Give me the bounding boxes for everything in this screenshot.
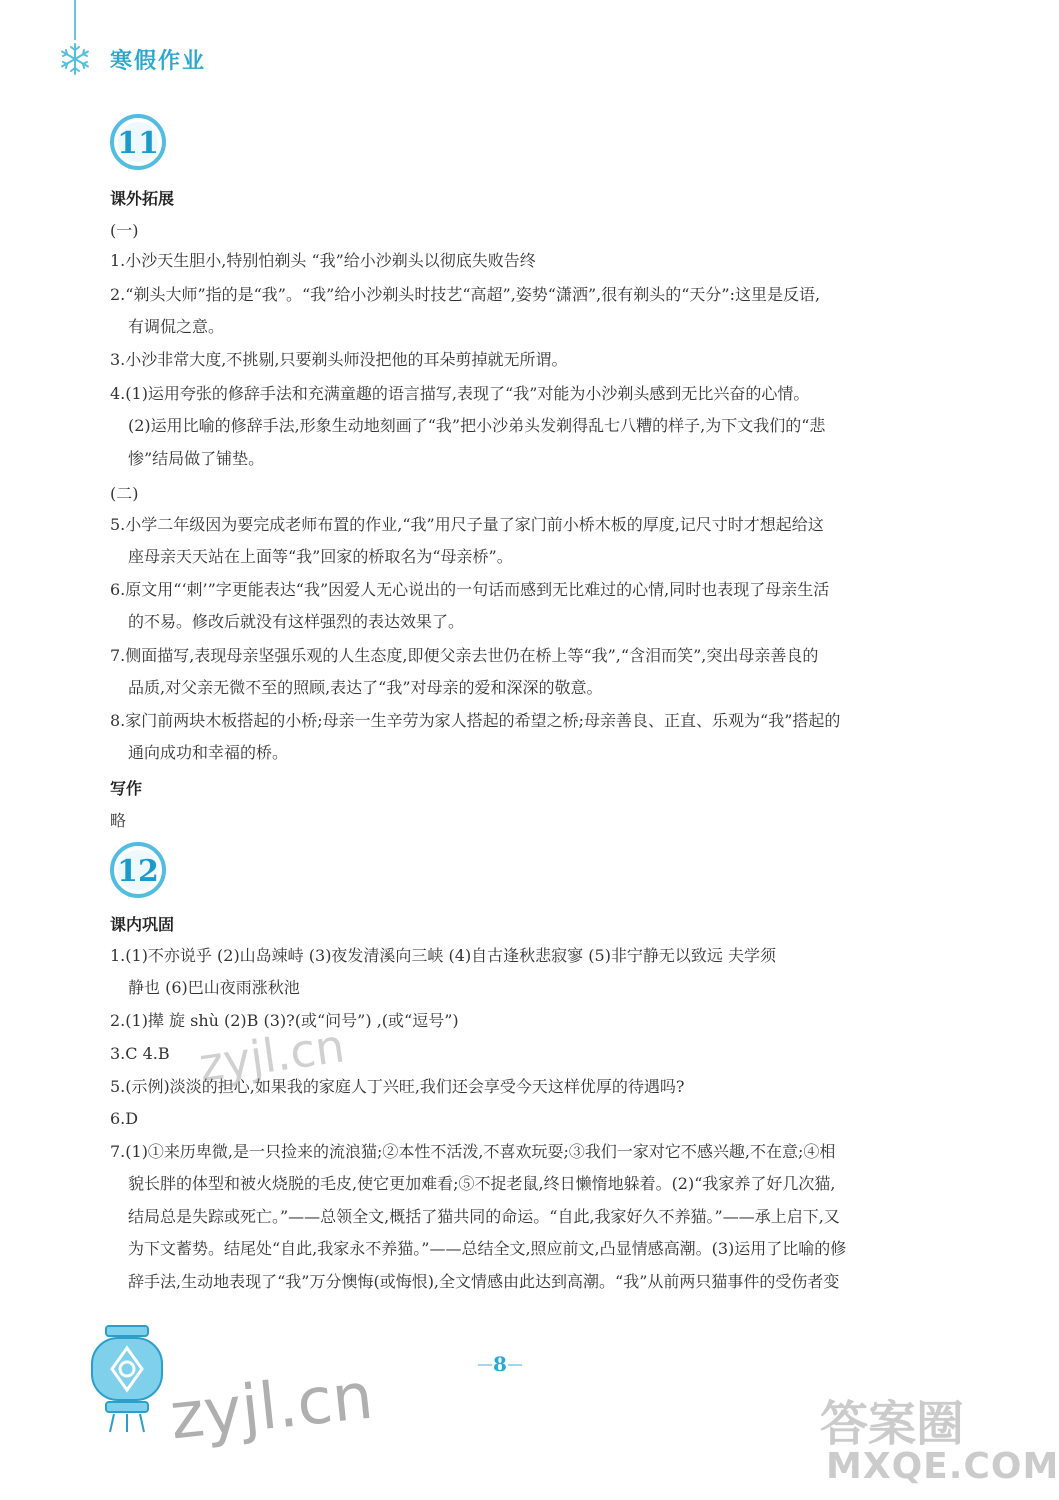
answer-line: 貌长胖的体型和被火烧脱的毛皮,使它更加难看;⑤不捉老鼠,终日懒惰地躲着。(2)“我家养了好几次猫,: [128, 1174, 836, 1193]
watermark-right-top: 答案圈: [820, 1396, 965, 1452]
part-2-label: (二): [110, 484, 139, 503]
answer-line: 4.(1)运用夸张的修辞手法和充满童趣的语言描写,表现了“我”对能为小沙剃头感到无比兴奋的心情。: [110, 384, 810, 403]
answer-line: 2.“剃头大师”指的是“我”。“我”给小沙剃头时技艺“高超”,姿势“潇洒”,很有剃头的“天分”:这里是反语,: [110, 285, 821, 304]
heading-review: 课内巩固: [110, 915, 175, 934]
answer-line: 6.原文用“‘刺’”字更能表达“我”因爱人无心说出的一句话而感到无比难过的心情,同时也表现了母亲生活: [110, 580, 830, 599]
answer-line: 5.(示例)淡淡的担心,如果我的家庭人丁兴旺,我们还会享受今天这样优厚的待遇吗?: [110, 1077, 685, 1096]
answer-line: 6.D: [110, 1109, 139, 1128]
answer-line: (2)运用比喻的修辞手法,形象生动地刻画了“我”把小沙弟头发剃得乱七八糟的样子,为下文我们的“悲: [128, 416, 826, 435]
lantern-icon: [72, 1320, 182, 1435]
answer-line: 有调侃之意。: [128, 317, 225, 336]
answer-line: 3.C 4.B: [110, 1044, 170, 1063]
answer-line: 为下文蓄势。结尾处“自此,我家永不养猫。”——总结全文,照应前文,凸显情感高潮。(3)运用了比喻的修: [128, 1239, 847, 1258]
answer-line: 结局总是失踪或死亡。”——总领全文,概括了猫共同的命运。“自此,我家好久不养猫。”——承上启下,又: [128, 1207, 840, 1226]
answer-line: 品质,对父亲无微不至的照顾,表达了“我”对母亲的爱和深深的敬意。: [128, 678, 603, 697]
answer-line: 静也 (6)巴山夜雨涨秋池: [128, 978, 300, 997]
answer-line: 辞手法,生动地表现了“我”万分懊悔(或悔恨),全文情感由此达到高潮。“我”从前两只猫事件的受伤者变: [128, 1272, 840, 1291]
heading-writing: 写作: [110, 779, 143, 798]
answer-line: 通向成功和幸福的桥。: [128, 743, 289, 762]
section-12-number: 12: [117, 854, 159, 889]
section-11-badge: [108, 112, 168, 172]
snowflake-icon: [58, 42, 92, 76]
section-12-badge: [108, 840, 168, 900]
page-number-dash-right: [508, 1364, 522, 1366]
header-title: 寒假作业: [110, 49, 207, 74]
part-1-label: (一): [110, 221, 139, 240]
answer-line: 2.(1)撵 旋 shù (2)B (3)?(或“问号”) ,(或“逗号”): [110, 1011, 459, 1030]
watermark-left: zyjl.cn: [166, 1359, 377, 1455]
watermark-right-bottom: MXQE.COM: [826, 1446, 1059, 1487]
answer-line: 惨”结局做了铺垫。: [128, 449, 265, 468]
answer-line: 1.小沙天生胆小,特别怕剃头 “我”给小沙剃头以彻底失败告终: [110, 251, 536, 270]
answer-line: 3.小沙非常大度,不挑剔,只要剃头师没把他的耳朵剪掉就无所谓。: [110, 350, 568, 369]
answer-line: 8.家门前两块木板搭起的小桥;母亲一生辛劳为家人搭起的希望之桥;母亲善良、正直、乐观为“我”搭起的: [110, 711, 841, 730]
answer-line: 7.(1)①来历卑微,是一只捡来的流浪猫;②本性不活泼,不喜欢玩耍;③我们一家对它不感兴趣,不在意;④相: [110, 1142, 836, 1161]
section-11-number: 11: [117, 126, 159, 161]
writing-answer: 略: [110, 811, 127, 830]
watermark-center: zyjl.cn: [195, 1018, 348, 1093]
answer-line: 5.小学二年级因为要完成老师布置的作业,“我”用尺子量了家门前小桥木板的厚度,记尺寸时才想起给这: [110, 515, 824, 534]
answer-line: 7.侧面描写,表现母亲坚强乐观的人生态度,即便父亲去世仍在桥上等“我”,“含泪而笑”,突出母亲善良的: [110, 646, 819, 665]
page-number: 8: [493, 1352, 507, 1376]
answer-line: 座母亲天天站在上面等“我”回家的桥取名为“母亲桥”。: [128, 547, 513, 566]
header-rule: [74, 0, 76, 40]
heading-extend: 课外拓展: [110, 189, 175, 208]
answer-line: 的不易。修改后就没有这样强烈的表达效果了。: [128, 612, 465, 631]
answer-line: 1.(1)不亦说乎 (2)山岛竦峙 (3)夜发清溪向三峡 (4)自古逢秋悲寂寥 (5)非宁静无以致远 夫学须: [110, 946, 777, 965]
